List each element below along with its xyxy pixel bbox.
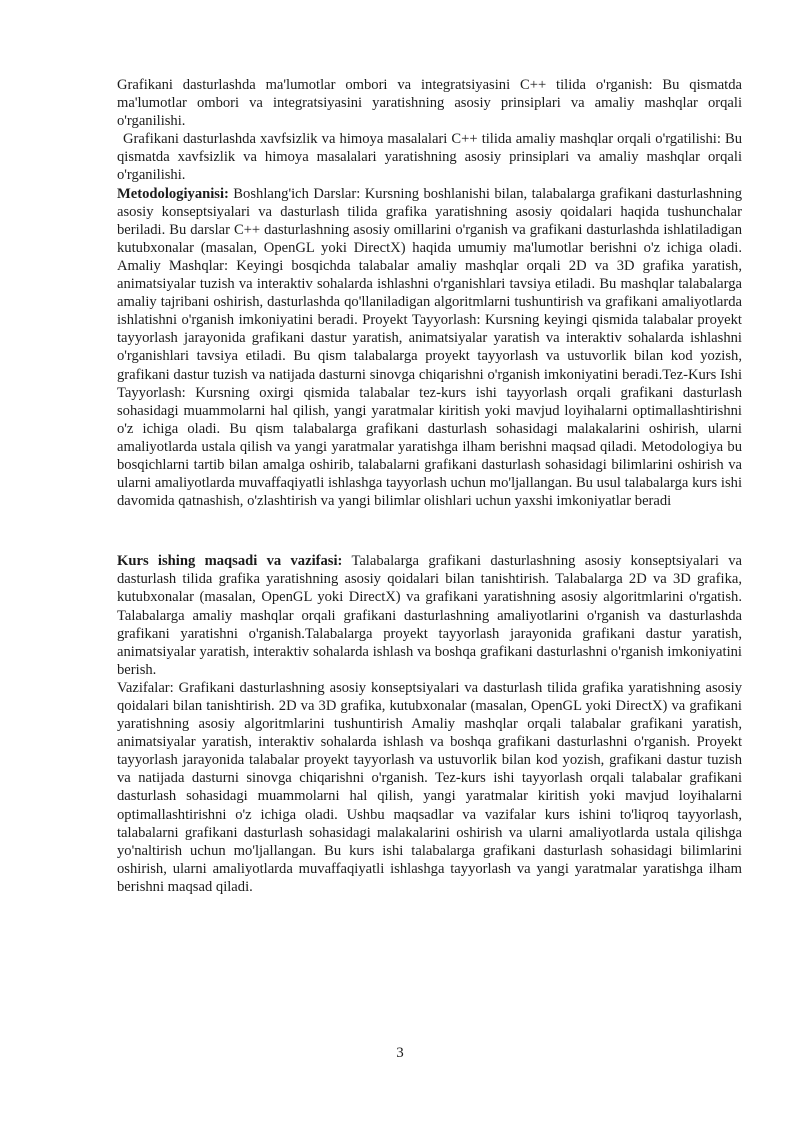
goals-heading: Kurs ishing maqsadi va vazifasi: [117, 553, 343, 570]
paragraph-database-integration: Grafikani dasturlashda ma'lumotlar ombori va integratsiyasini C++ tilida o'rganish: Bu qismatda ma'lumotlar ombori va integratsiyasini yaratishning asosiy prinsiplari va amaliy mashqlar orqali o'rganilishi. [117, 77, 742, 130]
paragraph-methodology [117, 185, 742, 511]
document-page [117, 76, 742, 896]
paragraph-goals [117, 552, 742, 679]
goals-body: Talabalarga grafikani dasturlashning asosiy konseptsiyalari va dasturlash tilida grafika yaratishning asosiy qoidalari bilan tanishtirish. Talabalarga 2D va 3D grafika, kutubxonalar (masalan, OpenGL yoki DirectX) va grafikani yaratishning asosiy algoritmlarini o'rgatish. Talabalarga amaliy mashqlar orqali grafikani dasturlashning amaliyotlarini o'rganish va dasturlashda grafikani yaratishni o'rganish.Talabalarga proyekt tayyorlash jarayonida grafikani dastur yaratish, animatsiyalar yaratish, interaktiv sohalarda ishlash va boshqa grafikani dasturlashni o'rganish imkoniyatini berish. [117, 553, 742, 678]
methodology-body: Boshlang'ich Darslar: Kursning boshlanishi bilan, talabalarga grafikani dasturlashning asosiy konseptsiyalari va dasturlash tilida grafika yaratishning asosiy qoidalari haqida tushunchalar beriladi. Bu darslar C++ dasturlashning asosiy omillarini o'rganish va grafikani dasturlashda ishlatiladigan kutubxonalar (masalan, OpenGL yoki DirectX) haqida umumiy ma'lumotlar berishni o'z ichiga oladi. Amaliy Mashqlar: Keyingi bosqichda talabalar amaliy mashqlar orqali 2D va 3D grafika yaratish, animatsiyalar tuzish va interaktiv sohalarda ishlashni o'rganishlari tavsiya etiladi. Bu mashqlar talabalarga amaliy tajribani oshirish, dasturlashda qo'llaniladigan algoritmlarni tushuntirish va grafikani amaliyotlarda ishlatishni o'rganish imkoniyatini beradi. Proyekt Tayyorlash: Kursning keyingi qismida talabalar proyekt tayyorlash jarayonida grafikani dastur yaratish, animatsiyalar yaratish va interaktiv sohalarda ishlashni o'rganishlari tavsiya etiladi. Bu qism talabalarga proyekt tayyorlash va ustuvorlik bilan kod yozish, grafikani dastur tuzish va natijada dasturni sinovga chiqarishni o'rganish imkoniyatini beradi.Tez-Kurs Ishi Tayyorlash: Kursning oxirgi qismida talabalar tez-kurs ishi tayyorlash orqali grafikani dasturlash sohasidagi muammolarni hal qilish, yangi yaratmalar kiritish yoki mavjud loyihalarni optimallashtirishni o'z ichiga oladi. Bu qism talabalarga grafikani dasturlash sohasidagi malakalarini oshirish, ularni amaliyotlarda ustala qilish va yangi yaratmalar yaratishga ilham berishni maqsad qiladi. Metodologiya bu bosqichlarni tartib bilan amalga oshirib, talabalarni grafikani dasturlash sohasidagi bilimlarini oshirish va ularni amaliyotlarda muvaffaqiyatli ishlashga tayyorlash uchun mo'ljallangan. Bu usul talabalarga kurs ishi davomida qatnashish, o'zlashtirish va yangi bilimlar olishlari uchun yaxshi imkoniyatlar beradi [117, 185, 742, 510]
paragraph-security: Grafikani dasturlashda xavfsizlik va himoya masalalari C++ tilida amaliy mashqlar orqali o'rgatilishi: Bu qismatda xavfsizlik va himoya masalalari yaratishning asosiy prinsiplari va amaliy mashqlar orqali o'rganilishi. [117, 131, 742, 184]
page-number: 3 [396, 1045, 404, 1061]
methodology-heading: Metodologiyanisi: [117, 185, 229, 202]
section-gap [117, 510, 742, 552]
paragraph-tasks: Vazifalar: Grafikani dasturlashning asosiy konseptsiyalari va dasturlash tilida grafika yaratishning asosiy qoidalari bilan tanishtirish. 2D va 3D grafika, kutubxonalar (masalan, OpenGL yoki DirectX) va grafikani yaratishning asosiy algoritmlarini tushuntirish Amaliy mashqlar orqali talabalar grafikani yaratish, animatsiyalar yaratish, interaktiv sohalarda ishlash va boshqa grafikani dasturlashni o'rganish. Proyekt tayyorlash jarayonida talabalar proyekt tayyorlash va ustuvorlik bilan kod yozish, grafikani dastur tuzish va natijada dasturni sinovga chiqarishni o'rganish. Tez-kurs ishi tayyorlash orqali talabalar grafikani dasturlash sohasidagi muammolarni hal qilish, yangi yaratmalar kiritish yoki mavjud loyihalarni optimallashtirishni o'z ichiga oladi. Ushbu maqsadlar va vazifalar kurs ishini to'liqroq tayyorlash, talabalarni grafikani dasturlash sohasidagi malakalarini oshirish va ularni amaliyotlarda ustala qilishga yo'naltirish uchun mo'ljallangan. Bu kurs ishi talabalarga grafikani dasturlash sohasidagi bilimlarini oshirish, ularni amaliyotlarda muvaffaqiyatli ishlashga tayyorlash va yangi yaratmalar yaratishga ilham berishni maqsad qiladi. [117, 679, 742, 895]
